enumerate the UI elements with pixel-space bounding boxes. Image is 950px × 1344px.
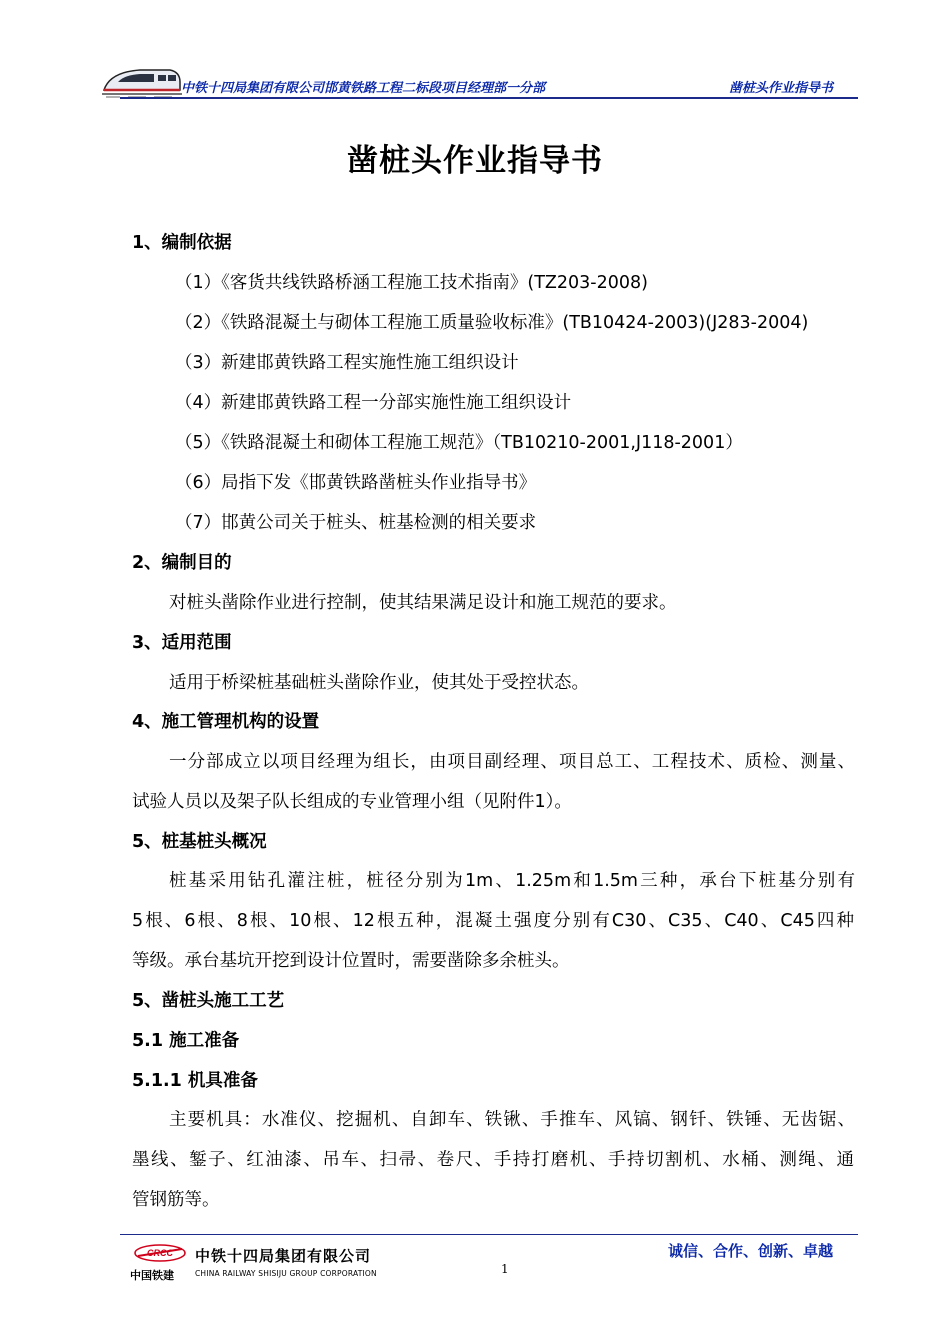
section-3-heading: 3、适用范围 bbox=[132, 633, 232, 653]
high-speed-train-icon bbox=[100, 60, 182, 100]
reference-item: （2）《铁路混凝土与砌体工程施工质量验收标准》(TB10424-2003)(J283-2004) bbox=[175, 313, 809, 333]
subsection-heading: 5.1 施工准备 bbox=[132, 1031, 240, 1051]
section-5-heading: 5、桩基桩头概况 bbox=[132, 832, 267, 852]
section-4-paragraph-line: 试验人员以及架子队长组成的专业管理小组（见附件1）。 bbox=[132, 792, 572, 812]
equipment-paragraph-line: 管钢筋等。 bbox=[132, 1190, 220, 1210]
section-5-paragraph-line: 桩基采用钻孔灌注桩，桩径分别为1m、1.25m和1.5m三种，承台下桩基分别有 bbox=[169, 871, 855, 891]
reference-item: （4）新建邯黄铁路工程一分部实施性施工组织设计 bbox=[175, 393, 572, 413]
section-3-text: 适用于桥梁桩基础桩头凿除作业，使其处于受控状态。 bbox=[169, 673, 589, 693]
footer-rule bbox=[120, 1234, 858, 1235]
footer-logo-text: 中国铁建 bbox=[130, 1269, 174, 1282]
crcc-logo-mark: CRCC bbox=[147, 1248, 173, 1258]
reference-item: （5）《铁路混凝土和砌体工程施工规范》（TB10210-2001,J118-2001） bbox=[175, 433, 743, 453]
reference-item: （7）邯黄公司关于桩头、桩基检测的相关要求 bbox=[175, 513, 537, 533]
reference-item: （1）《客货共线铁路桥涵工程施工技术指南》(TZ203-2008) bbox=[175, 273, 648, 293]
footer-slogan: 诚信、合作、创新、卓越 bbox=[668, 1242, 834, 1260]
crcc-logo-icon bbox=[134, 1244, 186, 1262]
page-number: 1 bbox=[501, 1262, 509, 1276]
section-4-heading: 4、施工管理机构的设置 bbox=[132, 712, 320, 732]
section-2-text: 对桩头凿除作业进行控制，使其结果满足设计和施工规范的要求。 bbox=[169, 593, 677, 613]
section-5-paragraph-line: 5根、6根、8根、10根、12根五种，混凝土强度分别有C30、C35、C40、C45四种 bbox=[132, 911, 854, 931]
section-process-heading: 5、凿桩头施工工艺 bbox=[132, 991, 285, 1011]
equipment-paragraph-line: 主要机具：水准仪、挖掘机、自卸车、铁锹、手推车、风镐、钢钎、铁锤、无齿锯、 bbox=[169, 1110, 855, 1130]
footer-company-name: 中铁十四局集团有限公司 bbox=[195, 1247, 372, 1265]
equipment-paragraph-line: 墨线、錾子、红油漆、吊车、扫帚、卷尺、手持打磨机、手持切割机、水桶、测绳、通 bbox=[132, 1150, 854, 1170]
section-2-heading: 2、编制目的 bbox=[132, 553, 232, 573]
page-title: 凿桩头作业指导书 bbox=[347, 143, 603, 179]
subsection-heading: 5.1.1 机具准备 bbox=[132, 1071, 258, 1091]
reference-item: （6）局指下发《邯黄铁路凿桩头作业指导书》 bbox=[175, 473, 537, 493]
header-document-title: 凿桩头作业指导书 bbox=[729, 81, 834, 96]
section-4-paragraph-line: 一分部成立以项目经理为组长，由项目副经理、项目总工、工程技术、质检、测量、 bbox=[169, 752, 855, 772]
reference-item: （3）新建邯黄铁路工程实施性施工组织设计 bbox=[175, 353, 519, 373]
header-rule bbox=[120, 97, 858, 99]
section-1-heading: 1、编制依据 bbox=[132, 233, 232, 253]
header-organization: 中铁十四局集团有限公司邯黄铁路工程二标段项目经理部一分部 bbox=[181, 81, 546, 96]
footer-company-name-en: CHINA RAILWAY SHISIJU GROUP CORPORATION bbox=[195, 1269, 377, 1278]
section-5-paragraph-line: 等级。承台基坑开挖到设计位置时，需要凿除多余桩头。 bbox=[132, 951, 570, 971]
